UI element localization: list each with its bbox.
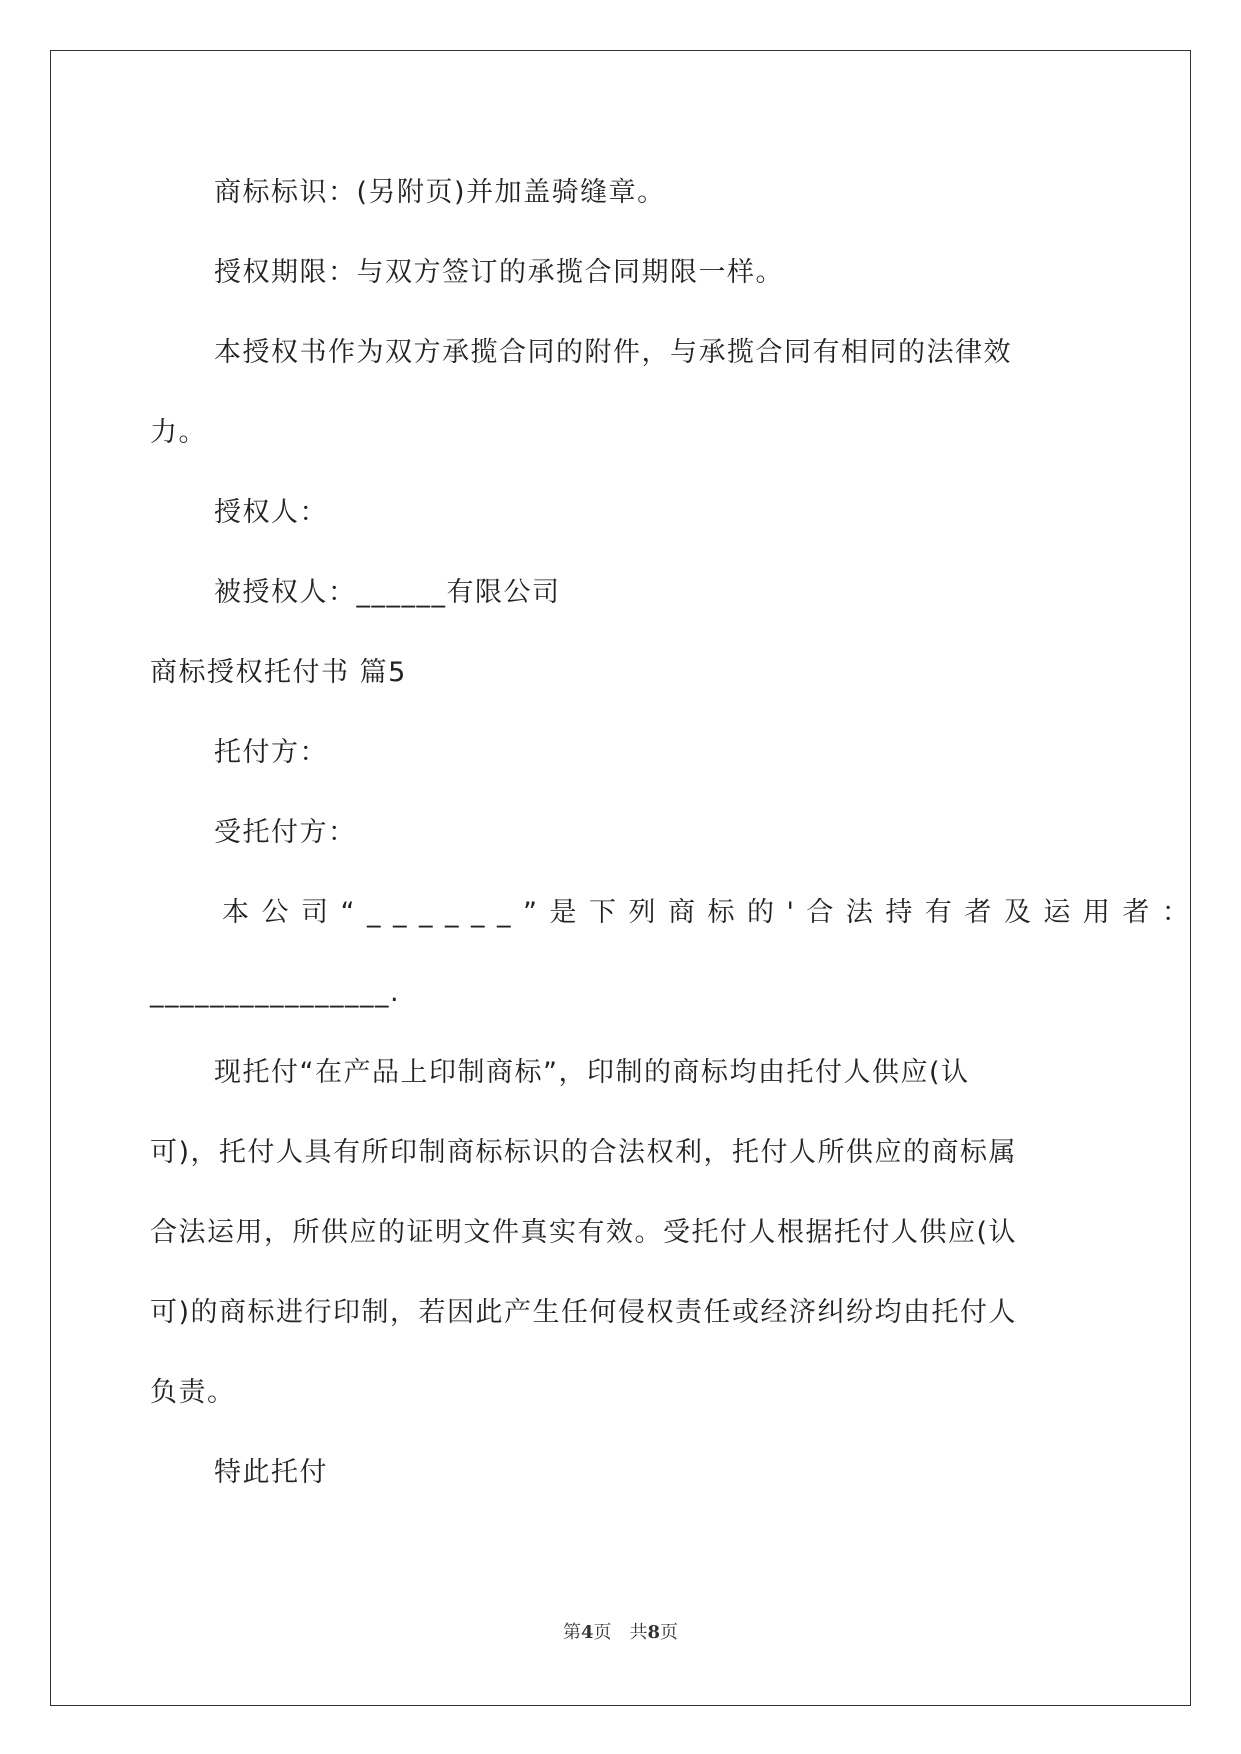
footer-suffix: 页 [660, 1622, 679, 1643]
text-line: 本授权书作为双方承揽合同的附件，与承揽合同有相同的法律效 [214, 337, 1012, 368]
total-page-number: 8 [647, 1622, 661, 1643]
text-line: 被授权人：______有限公司 [214, 577, 561, 608]
section-heading: 商标授权托付书 篇5 [150, 657, 407, 688]
text-line: 特此托付 [214, 1457, 328, 1488]
text-line: 托付方： [214, 737, 328, 768]
text-line: ________________. [150, 977, 401, 1008]
text-line: 授权期限：与双方签订的承揽合同期限一样。 [214, 257, 784, 288]
text-line: 力。 [150, 417, 207, 448]
page-footer [0, 1618, 1241, 1644]
current-page-number: 4 [580, 1622, 594, 1643]
text-line: 本公司“______”是下列商标的'合法持有者及运用者： [222, 897, 1202, 928]
text-line: 授权人： [214, 497, 328, 528]
text-line: 合法运用，所供应的证明文件真实有效。受托付人根据托付人供应(认 [150, 1217, 1018, 1248]
footer-mid: 页 共 [593, 1622, 648, 1643]
text-line: 商标标识：(另附页)并加盖骑缝章。 [214, 177, 666, 208]
text-line: 受托付方： [214, 817, 357, 848]
text-line: 可)的商标进行印制，若因此产生任何侵权责任或经济纠纷均由托付人 [150, 1297, 1018, 1328]
text-line: 现托付“在产品上印制商标”，印制的商标均由托付人供应(认 [214, 1057, 970, 1088]
text-line: 可)，托付人具有所印制商标标识的合法权利，托付人所供应的商标属 [150, 1137, 1018, 1168]
text-line: 负责。 [150, 1377, 236, 1408]
footer-prefix: 第 [562, 1622, 581, 1643]
